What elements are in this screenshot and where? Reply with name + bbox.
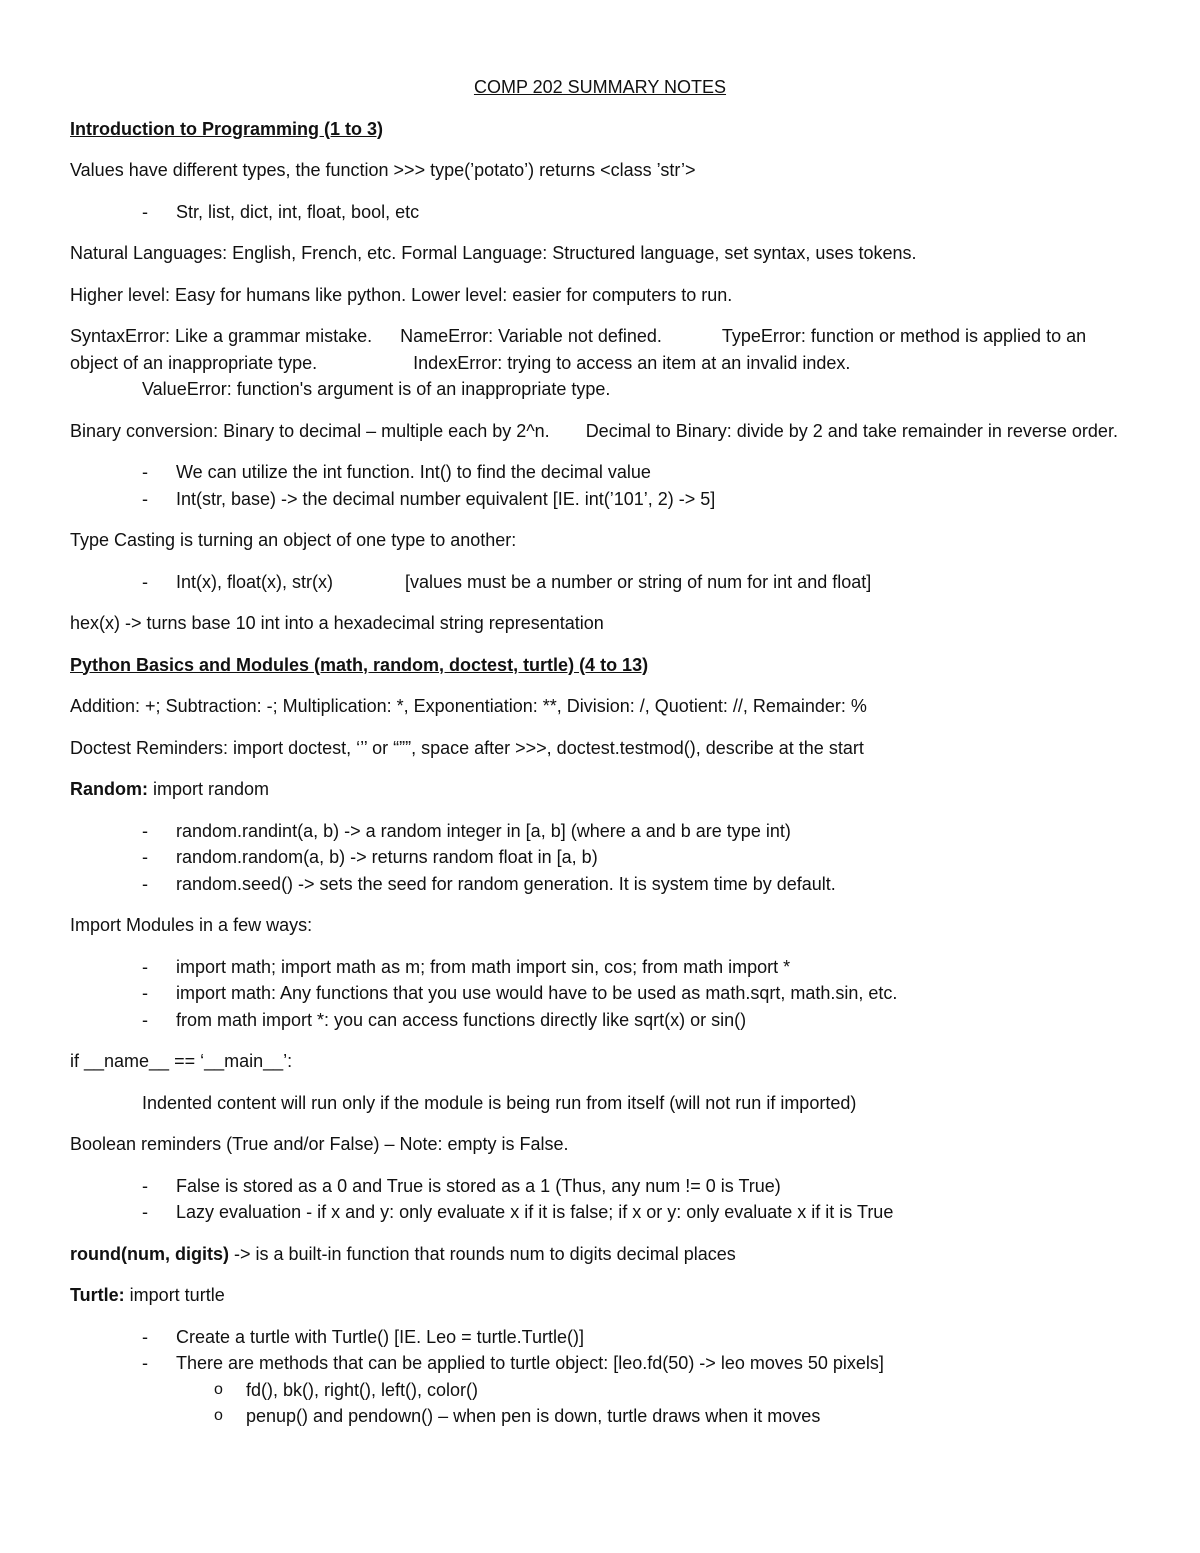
list-item: - random.randint(a, b) -> a random integer in [a, b] (where a and b are type int) bbox=[70, 818, 1130, 845]
name-error-text: NameError: Variable not defined. bbox=[400, 326, 662, 346]
section-heading-basics: Python Basics and Modules (math, random, doctest, turtle) (4 to 13) bbox=[70, 654, 649, 675]
languages-line: Natural Languages: English, French, etc. Formal Language: Structured language, set syntax, uses tokens. bbox=[70, 243, 917, 263]
import-list bbox=[70, 954, 1130, 1034]
list-item: - import math: Any functions that you use would have to be used as math.sqrt, math.sin, etc. bbox=[70, 980, 1130, 1007]
round-text: -> is a built-in function that rounds num to digits decimal places bbox=[228, 1243, 736, 1264]
turtle-label: Turtle: bbox=[70, 1285, 125, 1305]
round-label: round(num, digits) bbox=[70, 1243, 229, 1264]
main-guard-description: Indented content will run only if the module is being run from itself (will not run if imported) bbox=[142, 1092, 857, 1113]
binary-to-decimal-text: Binary conversion: Binary to decimal – multiple each by 2^n. bbox=[70, 420, 550, 441]
turtle-text: import turtle bbox=[124, 1285, 225, 1305]
turtle-sublist bbox=[176, 1377, 1130, 1430]
section-heading-intro: Introduction to Programming (1 to 3) bbox=[70, 118, 383, 139]
value-error-text: ValueError: function's argument is of an inappropriate type. bbox=[142, 379, 611, 399]
sub-list-item: o penup() and pendown() – when pen is down, turtle draws when it moves bbox=[176, 1403, 1130, 1430]
casting-line: Type Casting is turning an object of one type to another: bbox=[70, 530, 517, 550]
document-page bbox=[70, 74, 1130, 1445]
list-item: - False is stored as a 0 and True is stored as a 1 (Thus, any num != 0 is True) bbox=[70, 1173, 1130, 1200]
turtle-list bbox=[70, 1324, 1130, 1430]
list-item: - from math import *: you can access functions directly like sqrt(x) or sin() bbox=[70, 1007, 1130, 1034]
list-item bbox=[70, 1350, 1130, 1430]
binary-list bbox=[70, 459, 1130, 512]
doctest-line: Doctest Reminders: import doctest, ‘’’ or “””, space after >>>, doctest.testmod(), describe at the start bbox=[70, 737, 864, 758]
binary-paragraph bbox=[70, 418, 1130, 445]
list-item: - import math; import math as m; from math import sin, cos; from math import * bbox=[70, 954, 1130, 981]
random-line bbox=[70, 776, 1130, 803]
index-error-text: IndexError: trying to access an item at an invalid index. bbox=[413, 352, 851, 373]
random-list bbox=[70, 818, 1130, 898]
errors-paragraph bbox=[70, 323, 1130, 403]
casting-list bbox=[70, 569, 1130, 596]
hex-line: hex(x) -> turns base 10 int into a hexadecimal string representation bbox=[70, 613, 604, 633]
list-item bbox=[70, 569, 1130, 596]
random-text: import random bbox=[148, 779, 270, 799]
round-line bbox=[70, 1241, 1130, 1268]
list-item: - random.seed() -> sets the seed for random generation. It is system time by default. bbox=[70, 871, 1130, 898]
list-item: - Str, list, dict, int, float, bool, etc bbox=[70, 199, 1130, 226]
turtle-methods-text: There are methods that can be applied to turtle object: [leo.fd(50) -> leo moves 50 pixels] bbox=[176, 1353, 884, 1373]
type-error-text: TypeError: function or method is applied to an object of an inappropriate type. bbox=[70, 326, 1087, 373]
page-title: COMP 202 SUMMARY NOTES bbox=[473, 77, 727, 97]
list-item: - Lazy evaluation - if x and y: only evaluate x if it is false; if x or y: only evaluate x if it is True bbox=[70, 1199, 1130, 1226]
sub-list-item: o fd(), bk(), right(), left(), color() bbox=[176, 1377, 1130, 1404]
boolean-intro: Boolean reminders (True and/or False) – Note: empty is False. bbox=[70, 1134, 569, 1154]
turtle-line bbox=[70, 1282, 1130, 1309]
syntax-error-text: SyntaxError: Like a grammar mistake. bbox=[70, 326, 373, 346]
list-item: - random.random(a, b) -> returns random float in [a, b) bbox=[70, 844, 1130, 871]
list-item: - Create a turtle with Turtle() [IE. Leo = turtle.Turtle()] bbox=[70, 1324, 1130, 1351]
levels-line: Higher level: Easy for humans like python. Lower level: easier for computers to run. bbox=[70, 284, 733, 305]
operators-line: Addition: +; Subtraction: -; Multiplication: *, Exponentiation: **, Division: /, Quotient: //, Remainder: % bbox=[70, 696, 867, 716]
casting-note: [values must be a number or string of num for int and float] bbox=[405, 571, 872, 592]
types-list bbox=[70, 199, 1130, 226]
list-item: - We can utilize the int function. Int() to find the decimal value bbox=[70, 459, 1130, 486]
decimal-to-binary-text: Decimal to Binary: divide by 2 and take remainder in reverse order. bbox=[585, 420, 1118, 441]
random-label: Random: bbox=[70, 779, 148, 799]
boolean-list bbox=[70, 1173, 1130, 1226]
types-line: Values have different types, the function >>> type(’potato’) returns <class ’str’> bbox=[70, 160, 696, 180]
list-item: - Int(str, base) -> the decimal number equivalent [IE. int(’101’, 2) -> 5] bbox=[70, 486, 1130, 513]
import-intro: Import Modules in a few ways: bbox=[70, 915, 313, 935]
casting-functions: Int(x), float(x), str(x) bbox=[176, 571, 333, 592]
main-guard-line: if __name__ == ‘__main__’: bbox=[70, 1051, 293, 1071]
